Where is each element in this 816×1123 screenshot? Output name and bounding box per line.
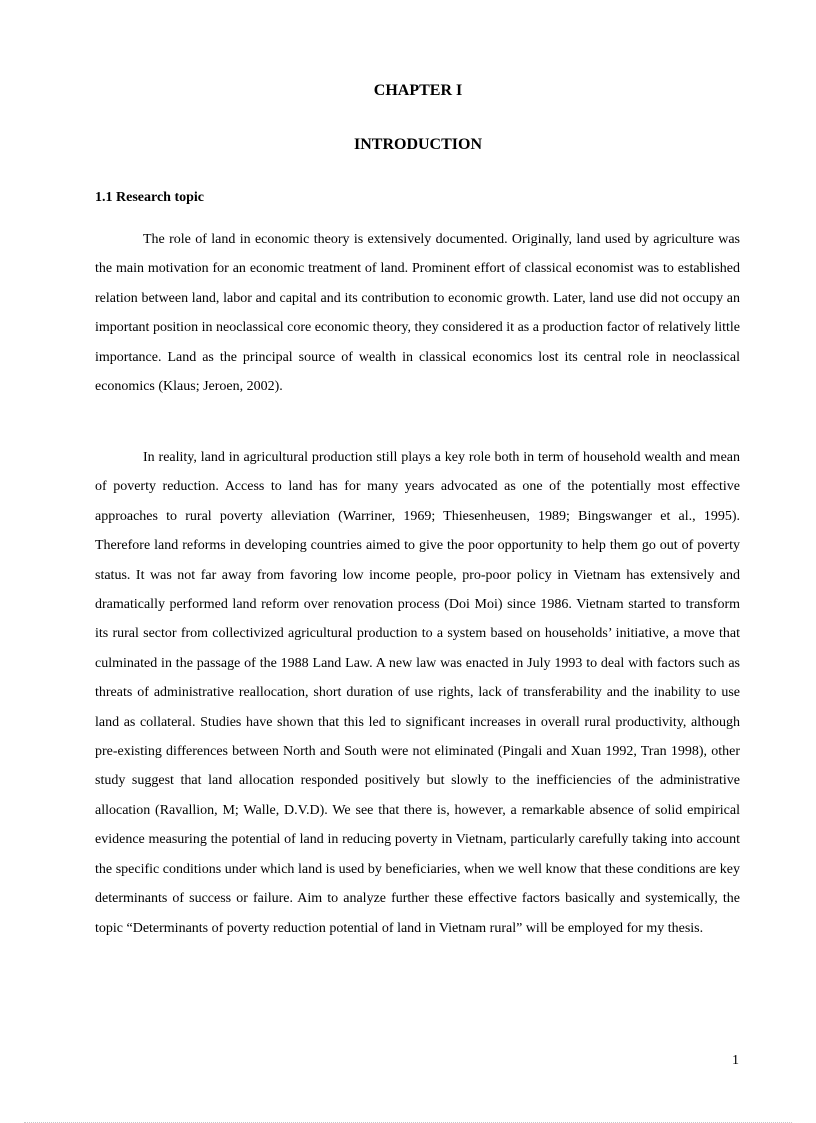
paragraph-2: In reality, land in agricultural production still plays a key role both in term of household wealth and mean of poverty reduction. Access to land has for many years advocated as one of the potentially most effective approaches to rural poverty alleviation (Warriner, 1969; Thiesenheusen, 1989; Bingswanger et al., 1995). Therefore land reforms in developing countries aimed to give the poor opportunity to help them go out of poverty status. It was not far away from favoring low income people, pro-poor policy in Vietnam has extensively and dramatically performed land reform over renovation process (Doi Moi) since 1986. Vietnam started to transform its rural sector from collectivized agricultural production to a system based on households’ initiative, a move that culminated in the passage of the 1988 Land Law. A new law was enacted in July 1993 to deal with factors such as threats of administrative reallocation, short duration of use rights, lack of transferability and the inability to use land as collateral. Studies have shown that this led to significant increases in overall rural productivity, although pre-existing differences between North and South were not eliminated (Pingali and Xuan 1992, Tran 1998), other study suggest that land allocation responded positively but slowly to the inefficiencies of the administrative allocation (Ravallion, M; Walle, D.V.D). We see that there is, however, a remarkable absence of solid empirical evidence measuring the potential of land in reducing poverty in Vietnam, particularly carefully taking into account the specific conditions under which land is used by beneficiaries, when we well know that these conditions are key determinants of success or failure. Aim to analyze further these effective factors basically and systemically, the topic “Determinants of poverty reduction potential of land in Vietnam rural” will be employed for my thesis. [95, 450, 740, 936]
chapter-label: CHAPTER I [373, 82, 463, 99]
section-heading: 1.1 Research topic [95, 190, 204, 205]
page-number: 1 [732, 1053, 739, 1068]
paragraph-1: The role of land in economic theory is extensively documented. Originally, land used by agriculture was the main motivation for an economic treatment of land. Prominent effort of classical economist was to established relation between land, labor and capital and its contribution to economic growth. Later, land use did not occupy an important position in neoclassical core economic theory, they considered it as a production factor of relatively little importance. Land as the principal source of wealth in classical economics lost its central role in neoclassical economics (Klaus; Jeroen, 2002). [95, 232, 740, 395]
chapter-title: INTRODUCTION [353, 136, 482, 153]
